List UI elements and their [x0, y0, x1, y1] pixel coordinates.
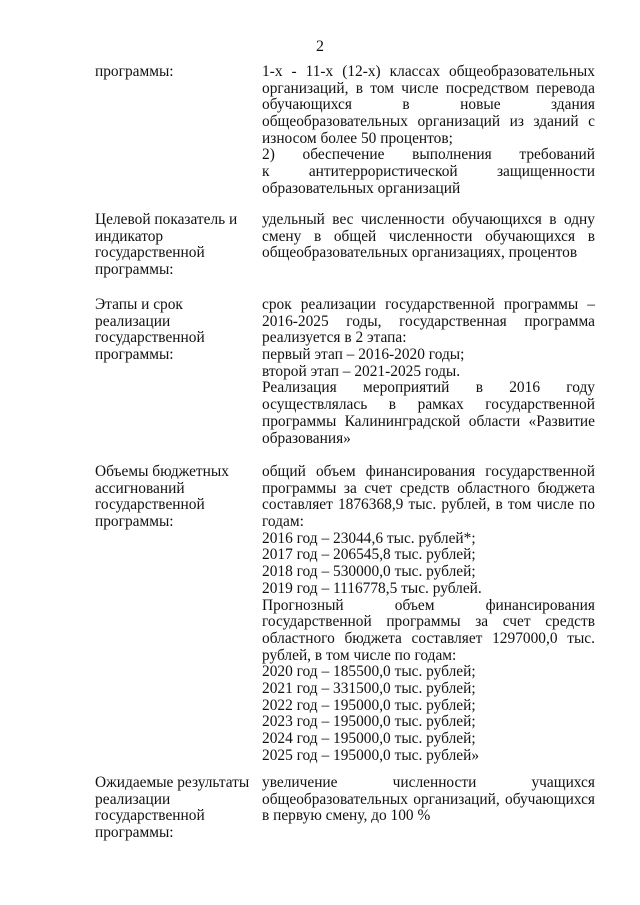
- label-line: Этапы и срок: [95, 296, 183, 313]
- content-line: 2024 год – 195000,0 тыс. рублей;: [262, 730, 476, 747]
- word: государственной: [262, 613, 372, 631]
- word: объем: [315, 463, 356, 480]
- word: том: [370, 79, 394, 97]
- word: областного: [262, 629, 335, 647]
- row-label: [95, 464, 255, 531]
- content-line: [262, 464, 595, 481]
- row-label: [95, 775, 255, 842]
- label-line: государственной: [95, 329, 205, 347]
- word: области: [468, 412, 521, 430]
- label-line: государственной: [95, 807, 205, 825]
- content-line: общеобразовательных организациях, процентов: [262, 244, 578, 262]
- content-line: в первую смену, до 100 %: [262, 807, 431, 825]
- label-line: программы:: [95, 261, 174, 279]
- word: в: [587, 227, 595, 245]
- word: -: [291, 63, 297, 80]
- content-line: [262, 380, 595, 397]
- word: государственной: [485, 463, 595, 480]
- word: программы: [262, 412, 337, 430]
- word: 1876368,9: [337, 496, 404, 514]
- content-line: [262, 212, 595, 229]
- word: защищенности: [496, 163, 595, 181]
- label-line: реализации: [95, 312, 171, 330]
- word: зданий: [533, 113, 579, 131]
- row-content: [262, 64, 595, 198]
- row-label: [95, 297, 255, 364]
- word: с: [588, 113, 595, 131]
- content-line: первый этап – 2016-2020 годы;: [262, 346, 465, 364]
- word: одну: [563, 211, 595, 228]
- content-line: 2018 год – 530000,0 тыс. рублей;: [262, 563, 476, 581]
- word: том: [507, 496, 532, 514]
- word: численности: [392, 774, 477, 791]
- label-line: Ожидаемые результаты: [95, 774, 250, 791]
- content-line: 2019 год – 1116778,5 тыс. рублей.: [262, 579, 482, 597]
- word: требований: [519, 146, 595, 164]
- content-line: 2016 год – 23044,6 тыс. рублей*;: [262, 529, 476, 547]
- content-line: 2025 год – 195000,0 тыс. рублей»: [262, 746, 480, 764]
- word: по: [579, 496, 595, 514]
- word: финансирования: [485, 596, 595, 614]
- word: бюджета: [537, 479, 595, 497]
- word: средств: [399, 479, 450, 497]
- label-line: программы:: [95, 513, 174, 531]
- word: обучающихся: [451, 211, 542, 228]
- word: перевода: [536, 79, 595, 97]
- word: составляет: [411, 629, 483, 647]
- word: в: [313, 227, 322, 245]
- word: срок: [262, 296, 292, 313]
- word: 1-х: [262, 63, 283, 80]
- word: реализации: [300, 296, 377, 313]
- word: тыс.: [567, 629, 595, 647]
- word: –: [587, 296, 595, 313]
- word: Прогнозный: [262, 596, 344, 614]
- content-line: [262, 114, 595, 131]
- word: объем: [394, 596, 435, 614]
- word: программы: [503, 296, 579, 313]
- content-line: [262, 97, 595, 114]
- word: мероприятий: [363, 379, 450, 397]
- word: удельный: [262, 211, 325, 228]
- word: общий: [262, 463, 306, 480]
- row-content: [262, 212, 595, 262]
- content-line: годам:: [262, 513, 304, 531]
- word: программа: [524, 312, 595, 330]
- word: увеличение: [262, 774, 338, 791]
- word: 11-х: [305, 63, 334, 80]
- word: государственной: [485, 396, 595, 414]
- label-line: программы:: [95, 346, 174, 364]
- word: 2): [262, 146, 275, 164]
- word: 2016: [509, 379, 541, 397]
- word: рамках: [417, 396, 464, 414]
- content-line: [262, 229, 595, 246]
- word: обучающихся: [485, 227, 576, 245]
- content-line: [262, 481, 595, 498]
- word: численности: [388, 227, 473, 245]
- word: общеобразовательных: [449, 63, 595, 80]
- word: в: [388, 396, 397, 414]
- word: смену: [262, 227, 302, 245]
- word: государственной: [385, 296, 495, 313]
- word: Калининградской: [344, 412, 461, 430]
- content-line: [262, 314, 595, 331]
- content-line: 2017 год – 206545,8 тыс. рублей;: [262, 546, 476, 564]
- word: составляет: [262, 496, 333, 514]
- word: финансирования: [365, 463, 476, 480]
- word: тыс.: [408, 496, 437, 514]
- word: за: [343, 479, 357, 497]
- word: годы,: [346, 312, 382, 330]
- content-line: [262, 631, 595, 648]
- word: в: [402, 96, 410, 114]
- word: областного: [457, 479, 531, 497]
- content-line: [262, 497, 595, 514]
- content-line: [262, 414, 595, 431]
- content-line: [262, 164, 595, 181]
- label-line: индикатор: [95, 227, 164, 245]
- word: здания: [550, 96, 595, 114]
- word: средств: [545, 613, 595, 631]
- word: числе: [401, 79, 439, 97]
- word: организаций,: [413, 790, 500, 808]
- page-number: 2: [316, 38, 324, 55]
- word: (12-х): [342, 63, 381, 80]
- label-line: Целевой показатель и: [95, 211, 238, 228]
- word: из: [509, 113, 524, 131]
- word: 2016-2025: [262, 312, 329, 330]
- word: программы: [386, 613, 461, 631]
- label-line: государственной: [95, 496, 205, 514]
- label-line: программы:: [95, 63, 174, 80]
- word: «Развитие: [528, 412, 595, 430]
- word: рублей,: [441, 496, 491, 514]
- word: в: [355, 79, 364, 97]
- row-label: [95, 212, 255, 279]
- word: осуществлялась: [262, 396, 368, 414]
- label-line: реализации: [95, 790, 171, 808]
- word: обучающихся: [262, 96, 352, 114]
- word: в: [549, 211, 557, 228]
- word: в: [475, 379, 483, 397]
- content-line: [262, 614, 595, 631]
- word: программы: [262, 479, 337, 497]
- content-line: 2022 год – 195000,0 тыс. рублей;: [262, 696, 476, 714]
- word: организаций,: [262, 79, 349, 97]
- word: учащихся: [531, 774, 595, 791]
- row-content: [262, 775, 595, 825]
- word: антитеррористической: [308, 163, 458, 181]
- content-line: образования»: [262, 429, 351, 447]
- word: посредством: [445, 79, 529, 97]
- content-line: 2023 год – 195000,0 тыс. рублей;: [262, 713, 476, 731]
- word: в: [495, 496, 503, 514]
- content-line: [262, 297, 595, 314]
- word: новые: [460, 96, 501, 114]
- word: государственная: [399, 312, 507, 330]
- content-line: второй этап – 2021-2025 годы.: [262, 362, 461, 380]
- label-line: государственной: [95, 244, 205, 262]
- content-line: [262, 775, 595, 792]
- word: числе: [536, 496, 574, 514]
- word: организаций: [417, 113, 501, 131]
- content-line: реализуется в 2 этапа:: [262, 329, 407, 347]
- word: выполнения: [412, 146, 492, 164]
- label-line: ассигнований: [95, 479, 185, 497]
- word: численности: [360, 211, 445, 228]
- word: 1297000,0: [492, 629, 558, 647]
- content-line: износом более 50 процентов;: [262, 129, 453, 147]
- word: Реализация: [262, 379, 337, 397]
- row-content: [262, 464, 595, 764]
- word: к: [262, 163, 270, 181]
- row-label: [95, 64, 255, 81]
- content-line: [262, 397, 595, 414]
- row-content: [262, 297, 595, 447]
- content-line: [262, 64, 595, 81]
- content-line: образовательных организаций: [262, 179, 461, 197]
- word: счет: [502, 613, 531, 631]
- content-line: рублей, в том числе по годам:: [262, 646, 457, 664]
- label-line: программы:: [95, 824, 174, 842]
- word: бюджета: [344, 629, 402, 647]
- content-line: [262, 147, 595, 164]
- content-line: [262, 792, 595, 809]
- word: общеобразовательных: [262, 113, 408, 131]
- word: счет: [364, 479, 393, 497]
- content-line: [262, 598, 595, 615]
- word: обучающихся: [505, 790, 595, 808]
- word: общеобразовательных: [262, 790, 408, 808]
- word: за: [475, 613, 489, 631]
- word: классах: [389, 63, 441, 80]
- content-line: 2020 год – 185500,0 тыс. рублей;: [262, 663, 476, 681]
- word: вес: [332, 211, 354, 228]
- label-line: Объемы бюджетных: [95, 463, 229, 480]
- content-line: 2021 год – 331500,0 тыс. рублей;: [262, 679, 476, 697]
- word: общей: [333, 227, 377, 245]
- word: обеспечение: [302, 146, 385, 164]
- content-line: [262, 81, 595, 98]
- word: году: [566, 379, 595, 397]
